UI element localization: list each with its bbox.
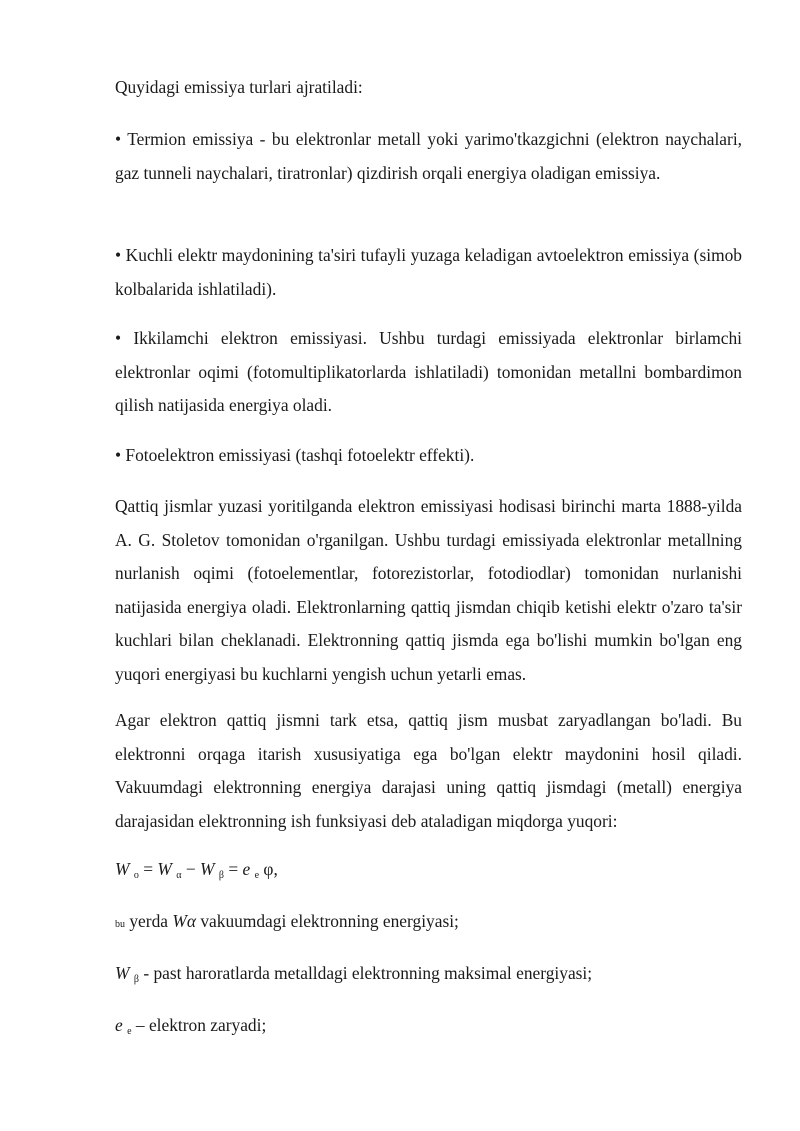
formula-phi: φ, xyxy=(263,859,278,879)
definition-symbol-wa: Wα xyxy=(172,911,196,931)
definition-text-after: vakuumdagi elektronning energiyasi; xyxy=(200,911,459,931)
formula-e: e xyxy=(242,859,251,879)
bullet-secondary: • Ikkilamchi elektron emissiyasi. Ushbu turdagi emissiyada elektronlar birlamchi elektronlar oqimi (fotomultiplikatorlarda ishlatiladi) tomonidan metallni bombardimon qilish natijasida energiya oladi. xyxy=(115,328,742,415)
definition-symbol-e: e xyxy=(115,1015,123,1035)
bullet-thermionic: • Termion emissiya - bu elektronlar metall yoki yarimo'tkazgichni (elektron naychalari, gaz tunneli naychalari, tiratronlar) qizdirish orqali energiya oladigan emissiya. xyxy=(115,129,742,183)
formula-eq-2: = xyxy=(228,859,239,879)
formula-sub-beta: β xyxy=(218,870,224,881)
definition-sub-beta: β xyxy=(133,974,139,985)
paragraph-work-function: Agar elektron qattiq jismni tark etsa, qattiq jism musbat zaryadlangan bo'ladi. Bu elektronni orqaga itarish xususiyatiga ega bo'lgan elektr maydonini hosil qiladi. Vakuumdagi elektronning energiya darajasi uning qattiq jismdagi (metall) energiya darajasidan elektronning ish funksiyasi deb ataladigan miqdorga yuqori: xyxy=(115,710,742,831)
definition-text-before: yerda xyxy=(129,911,168,931)
formula-wa: W xyxy=(157,859,172,879)
formula-sub-e: e xyxy=(254,870,260,881)
definition-w-beta xyxy=(115,957,592,996)
bullet-photoelectron: • Fotoelektron emissiyasi (tashqi fotoelektr effekti). xyxy=(115,445,475,465)
formula-sub-alpha: α xyxy=(176,870,182,881)
definition-w-alpha xyxy=(115,905,459,941)
intro-text: Quyidagi emissiya turlari ajratiladi: xyxy=(115,77,363,97)
definition-prefix: bu xyxy=(115,919,125,930)
formula-w0: W xyxy=(115,859,130,879)
formula-eq-1: = xyxy=(143,859,154,879)
work-function-formula xyxy=(115,853,278,892)
definition-text-wb: - past haroratlarda metalldagi elektronning maksimal energiyasi; xyxy=(143,963,593,983)
formula-minus: − xyxy=(185,859,196,879)
formula-wb: W xyxy=(200,859,215,879)
paragraph-stoletov: Qattiq jismlar yuzasi yoritilganda elektron emissiyasi hodisasi birinchi marta 1888-yilda A. G. Stoletov tomonidan o'rganilgan. Ushbu turdagi emissiyada elektronlar metallning nurlanish oqimi (fotoelementlar, fotorezistorlar, fotodiodlar) tomonidan nurlanishi natijasida energiya oladi. Elektronlarning qattiq jismdan chiqib ketishi elektr o'zaro ta'sir kuchlari bilan cheklanadi. Elektronning qattiq jismda ega bo'lishi mumkin bo'lgan eng yuqori energiyasi bu kuchlarni yengish uchun yetarli emas. xyxy=(115,496,742,684)
definition-sub-e: e xyxy=(127,1026,132,1037)
definition-symbol-wb: W xyxy=(115,963,130,983)
definition-electron-charge xyxy=(115,1009,266,1048)
formula-sub-o: o xyxy=(133,870,139,881)
bullet-autoelectron: • Kuchli elektr maydonining ta'siri tufayli yuzaga keladigan avtoelektron emissiya (simob kolbalarida ishlatiladi). xyxy=(115,245,742,299)
definition-text-e: – elektron zaryadi; xyxy=(135,1015,267,1035)
